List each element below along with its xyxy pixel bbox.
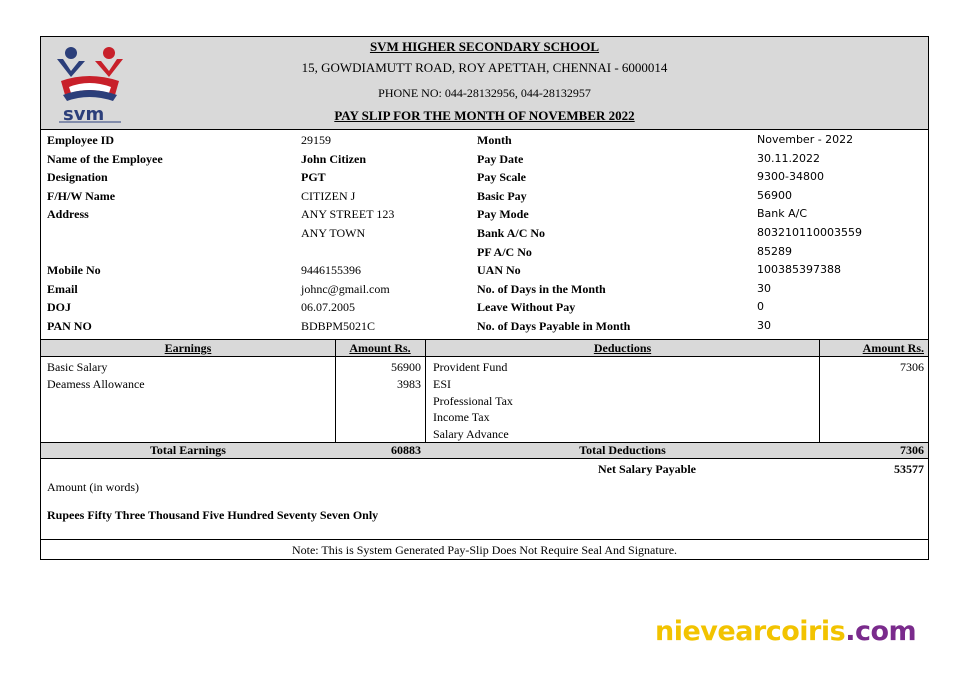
watermark-domain: .com (845, 616, 917, 647)
info-row (41, 280, 928, 299)
info-value: 30.11.2022 (757, 151, 820, 165)
watermark-name: nievearcoiris (655, 616, 846, 647)
info-value: 30 (757, 319, 771, 332)
slip-title: PAY SLIP FOR THE MONTH OF NOVEMBER 2022 (334, 108, 635, 123)
info-label: DOJ (47, 300, 71, 315)
info-value: 0 (757, 300, 764, 314)
info-row (41, 224, 928, 243)
deduction-label: ESI (433, 376, 451, 391)
deductions-amounts (821, 359, 924, 376)
employee-name: John Citizen (301, 151, 367, 166)
info-row (41, 261, 928, 280)
info-value: Bank A/C (757, 207, 808, 221)
deduction-label: Professional Tax (433, 393, 513, 408)
divider (41, 458, 928, 459)
earnings-header: Earnings (164, 341, 212, 355)
amount-words-label: Amount (in words) (47, 480, 139, 494)
divider (41, 129, 928, 130)
earnings-amounts (336, 359, 421, 393)
school-name: SVM HIGHER SECONDARY SCHOOL (369, 39, 600, 54)
info-value: CITIZEN J (301, 188, 356, 203)
total-deductions-value: 7306 (900, 443, 924, 457)
earning-amount: 3983 (397, 376, 421, 391)
info-value: ANY TOWN (301, 226, 366, 240)
info-label: Pay Date (477, 151, 524, 166)
school-phone: PHONE NO: 044-28132956, 044-28132957 (378, 86, 591, 100)
info-label: Employee ID (47, 133, 114, 147)
watermark (655, 616, 916, 647)
info-label: Bank A/C No (477, 226, 546, 240)
deductions-list (433, 359, 513, 443)
info-label: Mobile No (47, 263, 101, 278)
divider (41, 356, 928, 357)
deductions-amount-header: Amount Rs. (862, 341, 924, 355)
info-label: Pay Mode (477, 207, 529, 222)
info-row (41, 150, 928, 169)
earning-amount: 56900 (391, 360, 421, 374)
info-label: Email (47, 281, 78, 296)
amount-in-words: Rupees Fifty Three Thousand Five Hundred Seventy Seven Only (47, 508, 379, 522)
info-label: Leave Without Pay (477, 300, 576, 315)
earning-label: Deamess Allowance (47, 376, 145, 391)
info-label: F/H/W Name (47, 188, 116, 203)
info-value: BDBPM5021C (301, 319, 376, 333)
info-value: November - 2022 (757, 133, 854, 146)
info-label: No. of Days Payable in Month (477, 319, 631, 333)
logo-text: svm (63, 104, 105, 123)
deduction-label: Provident Fund (433, 360, 508, 374)
footer-note: Note: This is System Generated Pay-Slip Does Not Require Seal And Signature. (291, 543, 678, 557)
info-row (41, 205, 928, 224)
info-value: 9446155396 (301, 263, 361, 278)
divider (41, 539, 928, 540)
info-value: 06.07.2005 (301, 300, 355, 315)
info-label: UAN No (477, 263, 521, 278)
info-row (41, 243, 928, 262)
earning-label: Basic Salary (47, 360, 108, 374)
info-label: Basic Pay (477, 188, 527, 203)
school-address: 15, GOWDIAMUTT ROAD, ROY APETTAH, CHENNAI - 6000014 (301, 60, 668, 75)
info-value: PGT (301, 170, 326, 185)
column-divider (819, 340, 820, 458)
deduction-label: Salary Advance (433, 427, 509, 442)
earnings-list (47, 359, 145, 393)
info-label: Designation (47, 170, 108, 185)
net-salary-label: Net Salary Payable (598, 462, 696, 476)
info-row (41, 317, 928, 336)
info-value: 100385397388 (757, 263, 841, 277)
info-label: PAN NO (47, 319, 92, 333)
info-value: 803210110003559 (757, 226, 862, 239)
slip-header (41, 37, 928, 129)
info-label: Pay Scale (477, 170, 526, 185)
total-deductions-label: Total Deductions (579, 443, 666, 457)
total-earnings-label: Total Earnings (150, 443, 226, 457)
deduction-amount: 7306 (900, 360, 924, 374)
deduction-label: Income Tax (433, 410, 490, 425)
info-label: Address (47, 207, 89, 222)
info-label: No. of Days in the Month (477, 281, 606, 296)
column-divider (425, 340, 426, 458)
info-row (41, 187, 928, 206)
deductions-header: Deductions (593, 341, 652, 355)
info-label: Month (477, 133, 512, 147)
total-earnings-value: 60883 (391, 443, 421, 457)
info-row (41, 298, 928, 317)
net-salary-value: 53577 (894, 462, 924, 476)
info-row (41, 131, 928, 150)
info-value: 9300-34800 (757, 170, 824, 184)
info-row (41, 168, 928, 187)
info-label: PF A/C No (477, 244, 532, 259)
column-divider (335, 340, 336, 458)
info-value: 85289 (757, 244, 792, 258)
info-value: johnc@gmail.com (301, 281, 390, 296)
info-value: 56900 (757, 188, 792, 202)
pay-slip (40, 36, 929, 560)
earnings-amount-header: Amount Rs. (349, 341, 411, 355)
info-value: ANY STREET 123 (301, 207, 395, 222)
info-value: 30 (757, 281, 771, 295)
info-label: Name of the Employee (47, 151, 163, 166)
info-value: 29159 (301, 133, 331, 147)
